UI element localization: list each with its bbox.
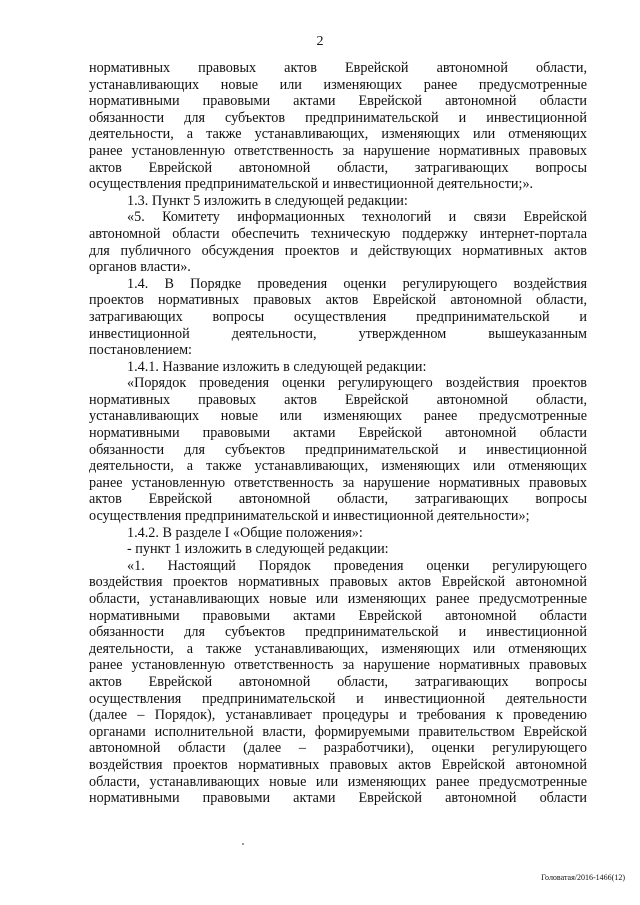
text-line: нормативных правовых актов Еврейской автономной области, [89,60,587,76]
text-line: автономной области обеспечить техническую поддержку интернет-портала [89,225,587,242]
text-line: нормативными правовыми актами Еврейской автономной области [89,607,587,624]
text-line: проектов нормативных правовых актов Еврейской автономной области, [89,292,587,309]
text-line: постановлением: [89,342,192,359]
text-line: 1.4.2. В разделе I «Общие положения»: [127,524,363,541]
text-line: органами исполнительной власти, формируемыми правительством Еврейской [89,723,587,740]
text-line: нормативными правовыми актами Еврейской автономной области [89,93,587,110]
text-line: - пункт 1 изложить в следующей редакции: [127,541,389,558]
scan-speck [242,843,244,845]
text-line: области, устанавливающих новые или изменяющих ранее предусмотренные [89,591,587,607]
text-line: обязанности для субъектов предпринимательской и инвестиционной [89,624,587,641]
text-line: органов власти». [89,259,191,276]
text-line: «5. Комитету информационных технологий и связи Еврейской [127,209,587,226]
text-line: деятельности, а также устанавливающих, изменяющих или отменяющих [89,458,587,475]
text-line: ранее установленную ответственность за нарушение нормативных правовых [89,657,587,674]
text-line: воздействия проектов нормативных правовых актов Еврейской автономной [89,574,587,591]
text-line: (далее – Порядок), устанавливает процедуры и требования к проведению [89,707,587,724]
document-footer-id: Головатая/2016-1466(12) [541,873,625,882]
text-line: обязанности для субъектов предпринимательской и инвестиционной [89,441,587,458]
text-line: области, устанавливающих новые или изменяющих ранее предусмотренные [89,773,587,790]
text-line: деятельности, а также устанавливающих, изменяющих или отменяющих [89,126,587,143]
text-line: 1.3. Пункт 5 изложить в следующей редакции: [127,192,408,209]
text-line: нормативных правовых актов Еврейской автономной области, [89,391,587,408]
text-line: нормативными правовыми актами Еврейской автономной области [89,790,587,807]
page-number: 2 [316,34,324,49]
text-line: нормативными правовыми актами Еврейской автономной области [89,425,587,442]
text-line: автономной области (далее – разработчики), оценки регулирующего [89,740,587,757]
document-body [89,60,587,807]
text-line: «1. Настоящий Порядок проведения оценки регулирующего [127,557,587,574]
text-line: для публичного обсуждения проектов и действующих нормативных актов [89,242,587,259]
text-line: ранее установленную ответственность за нарушение нормативных правовых [89,474,587,491]
text-line: воздействия проектов нормативных правовых актов Еврейской автономной [89,756,587,773]
text-line: актов Еврейской автономной области, затрагивающих вопросы [89,673,587,690]
text-line: осуществления предпринимательской и инвестиционной деятельности [89,690,587,707]
text-line: актов Еврейской автономной области, затрагивающих вопросы [89,159,587,176]
text-line: деятельности, а также устанавливающих, изменяющих или отменяющих [89,640,587,657]
text-line: ранее установленную ответственность за нарушение нормативных правовых [89,142,587,159]
text-line: «Порядок проведения оценки регулирующего воздействия проектов [127,375,587,392]
text-line: инвестиционной деятельности, утвержденном вышеуказанным [89,325,587,342]
text-line: затрагивающих вопросы осуществления предпринимательской и [89,308,587,325]
text-line: 1.4.1. Название изложить в следующей редакции: [127,358,427,375]
text-line: актов Еврейской автономной области, затрагивающих вопросы [89,491,587,508]
text-line: 1.4. В Порядке проведения оценки регулирующего воздействия [127,275,587,292]
text-line: обязанности для субъектов предпринимательской и инвестиционной [89,109,587,126]
text-line: устанавливающих новые или изменяющих ранее предусмотренные [89,408,587,425]
text-line: осуществления предпринимательской и инвестиционной деятельности;». [89,176,534,193]
text-line: осуществления предпринимательской и инвестиционной деятельности»; [89,508,530,525]
text-line: устанавливающих новые или изменяющих ранее предусмотренные [89,76,587,93]
